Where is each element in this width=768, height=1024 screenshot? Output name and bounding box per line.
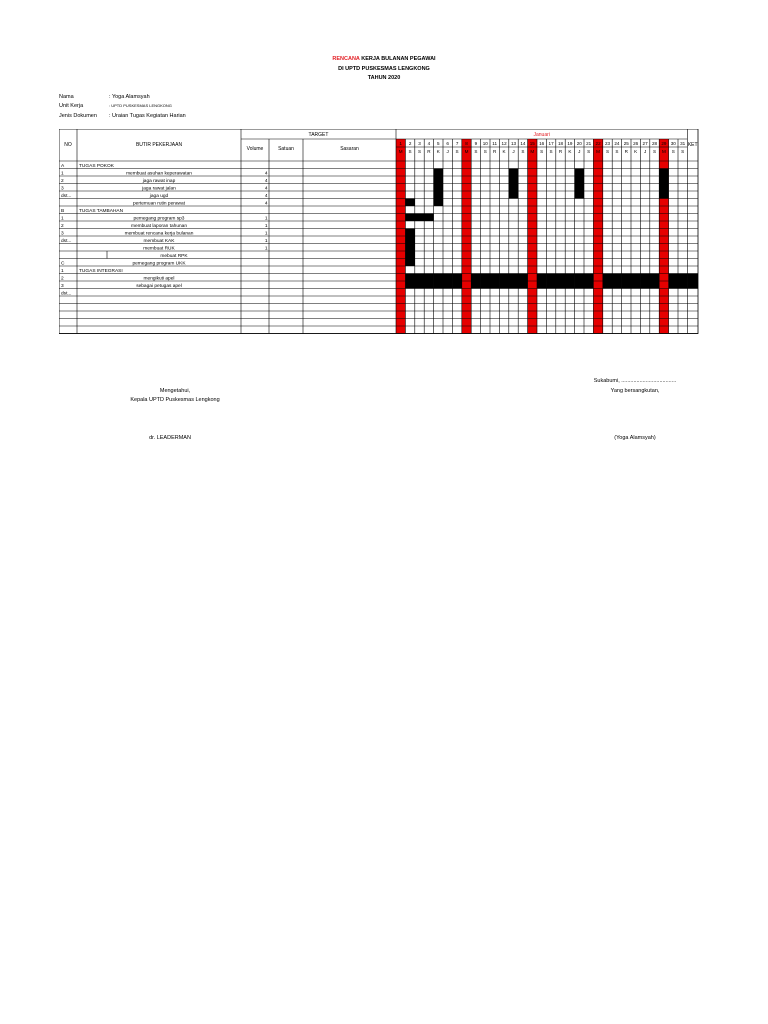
schedule-mark — [518, 274, 527, 282]
schedule-mark — [650, 274, 659, 282]
row-number: dst... — [61, 238, 72, 244]
schedule-mark — [443, 281, 452, 289]
schedule-mark — [509, 184, 518, 192]
info-value: : UPTD PUSKESMAS LENGKONG — [109, 103, 172, 108]
day-number: 27 — [642, 141, 648, 146]
schedule-mark — [622, 281, 631, 289]
row-volume: 4 — [264, 178, 268, 184]
schedule-mark — [631, 274, 640, 282]
column-header-satuan: Satuan — [278, 146, 294, 152]
row-task: membuat rencana kerja bulanan — [124, 231, 194, 237]
row-volume: 4 — [264, 201, 268, 207]
row-number: 1 — [61, 268, 64, 274]
schedule-mark — [499, 281, 508, 289]
day-weekday: S — [483, 149, 487, 154]
day-number: 31 — [680, 141, 686, 146]
day-weekday: M — [398, 149, 403, 154]
row-task: mebuat RPK — [160, 253, 188, 259]
row-task: pertemuan rutin perawat — [133, 201, 185, 207]
day-number: 12 — [501, 141, 507, 146]
schedule-mark — [603, 274, 612, 282]
day-number: 1 — [399, 141, 402, 146]
day-number: 20 — [576, 141, 582, 146]
schedule-mark — [631, 281, 640, 289]
schedule-mark — [424, 281, 433, 289]
day-weekday: K — [568, 149, 572, 154]
schedule-mark — [678, 274, 687, 282]
day-number: 19 — [567, 141, 573, 146]
row-task: pemegang program UKK — [132, 261, 186, 267]
info-value: : Yoga Alamsyah — [109, 94, 150, 100]
column-header-butir: BUTIR PEKERJAAN — [135, 142, 183, 148]
day-weekday: S — [474, 149, 478, 154]
row-number: 2 — [61, 178, 64, 184]
schedule-mark — [471, 274, 480, 282]
schedule-mark — [405, 274, 414, 282]
schedule-mark — [546, 274, 555, 282]
schedule-mark — [575, 176, 584, 184]
schedule-mark — [405, 259, 414, 267]
schedule-mark — [481, 274, 490, 282]
signature-right-label: Yang bersangkutan, — [610, 388, 660, 394]
schedule-mark — [405, 199, 414, 207]
day-weekday: M — [596, 149, 601, 154]
schedule-mark — [434, 274, 443, 282]
schedule-mark — [687, 281, 698, 289]
day-weekday: S — [549, 149, 553, 154]
day-weekday: S — [408, 149, 412, 154]
day-number: 22 — [595, 141, 601, 146]
day-weekday: K — [634, 149, 638, 154]
schedule-mark — [678, 281, 687, 289]
schedule-mark — [509, 176, 518, 184]
document-subtitle: DI UPTD PUSKESMAS LENGKONG — [338, 66, 430, 72]
column-header-month: Januari — [533, 132, 550, 138]
schedule-mark — [452, 274, 461, 282]
row-task: sebagai petugas apel — [136, 283, 182, 289]
schedule-table — [59, 129, 729, 371]
signature-left-label: Mengetahui, — [159, 388, 191, 394]
day-number: 21 — [586, 141, 592, 146]
row-section-title: TUGAS INTEGRASI — [79, 268, 123, 274]
schedule-mark — [687, 274, 698, 282]
day-weekday: S — [455, 149, 459, 154]
day-weekday: S — [540, 149, 544, 154]
schedule-mark — [443, 274, 452, 282]
schedule-mark — [612, 281, 621, 289]
row-task: pemegang program sp3 — [133, 216, 185, 222]
schedule-mark — [509, 281, 518, 289]
schedule-mark — [424, 214, 433, 222]
schedule-mark — [415, 274, 424, 282]
schedule-mark — [537, 281, 546, 289]
schedule-mark — [434, 184, 443, 192]
signature-right-name: (Yoga Alamsyah) — [614, 435, 656, 441]
row-task: membuat laporan tahunan — [130, 223, 188, 229]
schedule-mark — [424, 274, 433, 282]
column-header-ket: KET — [687, 142, 698, 148]
schedule-mark — [659, 169, 668, 177]
day-number: 30 — [670, 141, 676, 146]
row-number: 1 — [61, 171, 64, 177]
schedule-mark — [575, 169, 584, 177]
schedule-mark — [603, 281, 612, 289]
signature-left-title: Kepala UPTD Puskesmas Lengkong — [130, 397, 220, 403]
schedule-mark — [584, 281, 593, 289]
schedule-mark — [509, 274, 518, 282]
day-weekday: J — [512, 149, 515, 154]
row-volume: 1 — [264, 223, 268, 229]
day-weekday: M — [661, 149, 666, 154]
schedule-mark — [565, 281, 574, 289]
info-label: Unit Kerja — [59, 103, 84, 109]
info-value: : Uraian Tugas Kegiatan Harian — [109, 113, 186, 119]
row-number: 3 — [61, 231, 64, 237]
row-number: B — [61, 208, 65, 214]
day-weekday: J — [643, 149, 647, 154]
day-number: 28 — [651, 141, 658, 146]
day-number: 6 — [446, 141, 449, 146]
row-volume: 1 — [264, 238, 268, 244]
schedule-mark — [499, 274, 508, 282]
day-number: 2 — [408, 141, 412, 146]
schedule-mark — [405, 281, 414, 289]
day-number: 5 — [437, 141, 440, 146]
column-header-volume: Volume — [246, 146, 264, 152]
row-number: 3 — [61, 283, 64, 289]
schedule-mark — [659, 176, 668, 184]
day-number: 9 — [474, 141, 478, 146]
info-unit-kerja — [59, 101, 172, 111]
title-red-word: RENCANA — [332, 56, 360, 62]
day-weekday: M — [530, 149, 535, 154]
day-weekday: R — [624, 149, 628, 154]
schedule-mark — [415, 214, 424, 222]
schedule-mark — [509, 191, 518, 199]
schedule-mark — [405, 229, 414, 237]
schedule-mark — [565, 274, 574, 282]
row-number: 2 — [61, 276, 64, 282]
schedule-mark — [415, 281, 424, 289]
schedule-mark — [659, 191, 668, 199]
day-weekday: S — [652, 149, 657, 154]
document-title — [0, 54, 768, 64]
info-label: Jenis Dokumen — [59, 113, 97, 119]
day-number: 7 — [455, 141, 459, 146]
day-number: 26 — [633, 141, 639, 146]
schedule-mark — [640, 281, 649, 289]
schedule-mark — [434, 191, 443, 199]
day-number: 13 — [510, 141, 517, 146]
schedule-mark — [481, 281, 490, 289]
day-weekday: S — [605, 149, 610, 154]
schedule-mark — [556, 281, 565, 289]
day-weekday: S — [521, 149, 525, 154]
schedule-mark — [537, 274, 546, 282]
row-number: C — [61, 261, 65, 267]
day-number: 14 — [520, 141, 526, 146]
row-task: jaga rawat jalan — [142, 186, 176, 192]
schedule-mark — [575, 184, 584, 192]
schedule-mark — [509, 169, 518, 177]
day-weekday: S — [671, 149, 675, 154]
schedule-mark — [434, 281, 443, 289]
day-weekday: K — [436, 149, 440, 154]
row-task: membuat asuhan keperawatan — [126, 171, 192, 177]
row-section-title: TUGAS TAMBAHAN — [79, 208, 124, 214]
schedule-mark — [669, 281, 678, 289]
day-weekday: K — [502, 149, 506, 154]
day-number: 24 — [614, 141, 620, 146]
day-number: 10 — [482, 141, 488, 146]
day-weekday: J — [578, 149, 581, 154]
row-section-title: TUGAS POKOK — [79, 163, 114, 169]
day-number: 16 — [539, 141, 545, 146]
schedule-mark — [546, 281, 555, 289]
schedule-mark — [405, 244, 414, 252]
day-weekday: J — [446, 149, 449, 154]
schedule-mark — [584, 274, 593, 282]
schedule-mark — [622, 274, 631, 282]
day-number: 15 — [529, 141, 535, 146]
day-number: 17 — [548, 141, 554, 146]
row-number: dst... — [61, 291, 72, 297]
row-volume: 4 — [264, 171, 268, 177]
row-volume: 4 — [264, 186, 268, 192]
schedule-mark — [434, 199, 443, 207]
schedule-mark — [434, 169, 443, 177]
row-task: jaga ugd — [149, 193, 169, 199]
schedule-mark — [471, 281, 480, 289]
schedule-mark — [659, 184, 668, 192]
day-number: 29 — [661, 141, 667, 146]
schedule-mark — [669, 274, 678, 282]
day-weekday: S — [587, 149, 591, 154]
row-number: 1 — [61, 216, 64, 222]
row-volume: 1 — [264, 231, 268, 237]
day-number: 25 — [623, 141, 629, 146]
day-weekday: S — [681, 149, 685, 154]
schedule-mark — [556, 274, 565, 282]
title-rest: KERJA BULANAN PEGAWAI — [359, 56, 436, 62]
schedule-mark — [405, 251, 414, 259]
row-volume: 4 — [264, 193, 268, 199]
day-weekday: S — [615, 149, 619, 154]
day-weekday: R — [493, 149, 497, 154]
day-number: 18 — [557, 141, 564, 146]
row-volume: 1 — [264, 246, 268, 252]
row-number: 2 — [61, 223, 64, 229]
signature-left-name: dr. LEADERMAN — [149, 435, 191, 441]
signature-right-place: Sukabumi, .................................... — [593, 378, 677, 384]
schedule-mark — [405, 236, 414, 244]
day-weekday: R — [558, 149, 563, 154]
day-number: 23 — [604, 141, 611, 146]
day-weekday: S — [417, 149, 422, 154]
info-label: Nama — [59, 94, 74, 100]
day-number: 3 — [418, 141, 421, 146]
day-number: 11 — [492, 141, 498, 146]
row-task: jaga rawat inap — [142, 178, 176, 184]
schedule-mark — [650, 281, 659, 289]
schedule-mark — [434, 176, 443, 184]
row-number: 3 — [61, 186, 64, 192]
row-task: membuat RUK — [143, 246, 175, 252]
day-number: 4 — [427, 141, 431, 146]
schedule-mark — [490, 274, 499, 282]
info-jenis-dokumen — [59, 111, 186, 121]
day-weekday: M — [464, 149, 469, 154]
column-header-sasaran: Sasaran — [340, 146, 359, 152]
schedule-mark — [575, 281, 584, 289]
document-year: TAHUN 2020 — [367, 75, 401, 81]
day-number: 8 — [465, 141, 468, 146]
day-weekday: R — [427, 149, 431, 154]
row-task: membuat KAK — [143, 238, 175, 244]
schedule-mark — [405, 214, 414, 222]
row-number: dst... — [61, 193, 72, 199]
row-number: A — [61, 163, 65, 169]
schedule-mark — [518, 281, 527, 289]
row-task: mengikuti apel — [143, 276, 175, 282]
column-header-no: NO — [64, 142, 72, 148]
schedule-mark — [640, 274, 649, 282]
schedule-mark — [490, 281, 499, 289]
schedule-mark — [452, 281, 461, 289]
schedule-mark — [612, 274, 621, 282]
column-header-target: TARGET — [308, 132, 329, 138]
schedule-mark — [575, 274, 584, 282]
schedule-mark — [575, 191, 584, 199]
row-volume: 1 — [264, 216, 268, 222]
